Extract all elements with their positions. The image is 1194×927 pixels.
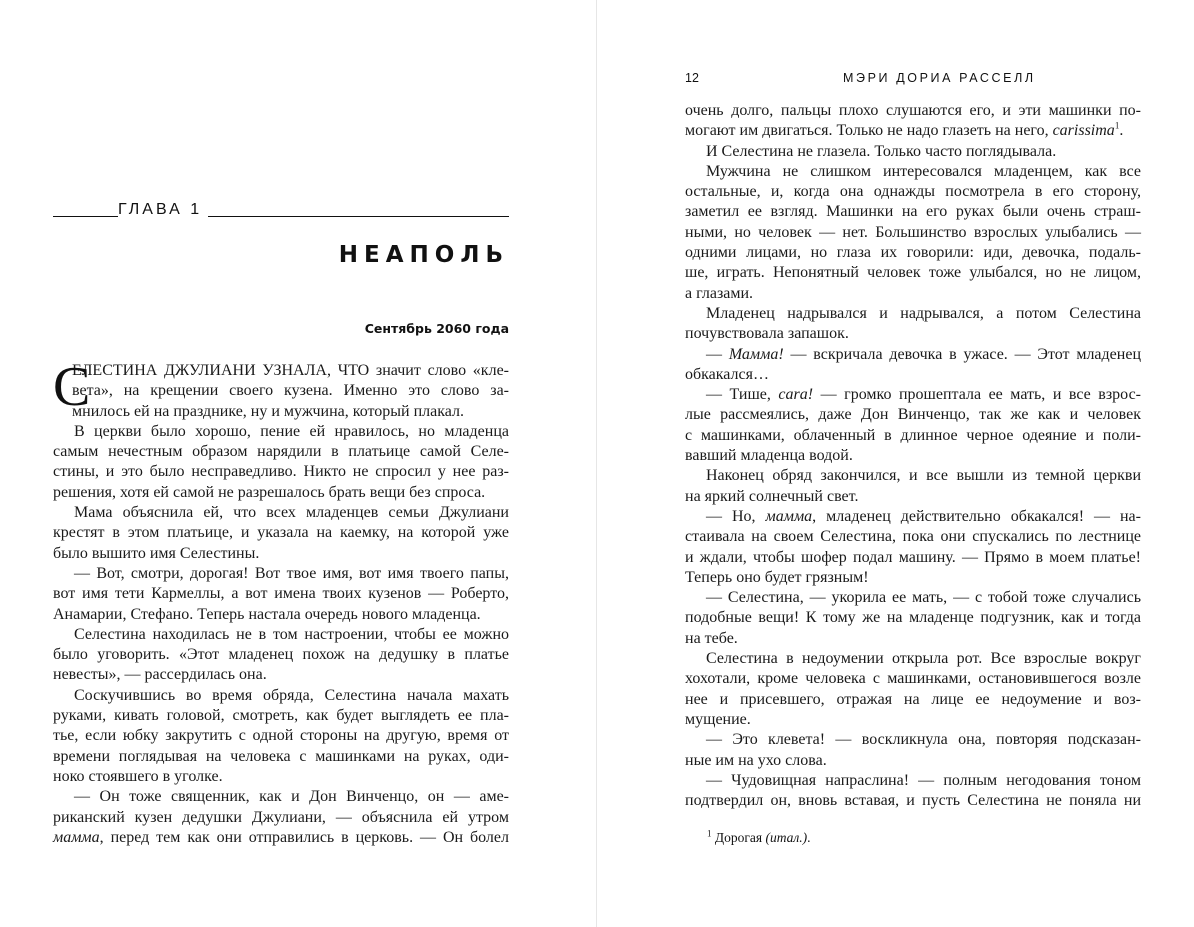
footnote: [707, 829, 811, 847]
text-line: могают им двигаться. Только не надо глазеть на него, carissima$^1$.: [685, 120, 1124, 140]
text-line: Теперь оно будет грязным!: [685, 568, 869, 586]
text-line: — Вот, смотри, дорогая! Вот твое имя, вот имя твоего папы,: [74, 564, 509, 582]
text-line: В церкви было хорошо, пение ей нравилось, но младенца: [74, 422, 509, 440]
text-line: [685, 507, 1141, 527]
text-line: самым нечестным образом нарядили в платьице самой Селе-: [53, 443, 509, 461]
footnote-mark: 1: [1114, 120, 1120, 131]
text-line: Соскучившись во время обряда, Селестина начала махать: [74, 686, 509, 704]
text-fragment: — вскричала девочка в ужасе. — Этот младенец: [783, 345, 1142, 363]
text-line: вавший младенца водой.: [685, 447, 853, 465]
text-line: тье, если юбку закрутить с одной стороны на другую, время от: [53, 727, 509, 745]
text-line: стины, и это было несправедливо. Никто не спросил у нее раз-: [53, 463, 509, 481]
text-line: вета», на крещении своего кузена. Именно это слово за-: [72, 382, 509, 400]
text-line: мнилось ей на празднике, ну и мужчина, который плакал.: [72, 402, 465, 420]
text-line: [685, 345, 1141, 365]
text-line: нее и присевшего, отражая на лице ее недоумение и воз-: [685, 690, 1141, 708]
italic-word: cara!: [778, 386, 814, 404]
chapter-title: НЕАПОЛЬ: [338, 242, 509, 268]
page-number: 12: [685, 71, 699, 85]
chapter-label: ГЛАВА 1: [118, 201, 208, 219]
text-line: — Чудовищная напраслина! — полным негодования тоном: [706, 771, 1141, 789]
text-line: вот имя тети Кармеллы, а вот имена твоих кузенов — Роберто,: [53, 585, 509, 603]
text-line: Мужчина не слишком интересовался младенцем, как все: [706, 162, 1141, 180]
text-line: лые рассмеялись, даже Дон Винченцо, так же как и человек: [685, 406, 1141, 424]
footnote-end: .: [807, 830, 811, 845]
drop-cap: С: [53, 356, 91, 418]
text-line: риканский кузен дедушки Джулиани, — объяснила ей утром: [53, 808, 509, 826]
text-line: Младенец надрывался и надрывался, а потом Селестина: [706, 304, 1141, 322]
text-line: ные им на ухо слова.: [685, 751, 827, 769]
text-line: времени поглядывая на человека с машинками на руках, оди-: [53, 747, 509, 765]
text-line: заметил ее взгляд. Машинки на его руках были очень страш-: [685, 203, 1141, 221]
text-line: Селестина в недоумении открыла рот. Все взрослые вокруг: [706, 650, 1141, 668]
text-fragment: —: [706, 345, 729, 363]
italic-word: мамма: [53, 828, 100, 846]
text-line: обкакался…: [685, 365, 769, 383]
footnote-text: Дорогая: [711, 830, 766, 845]
running-head: МЭРИ ДОРИА РАССЕЛЛ: [843, 71, 1036, 85]
text-line: было уговорить. «Этот младенец похож на дедушку в платье: [53, 646, 509, 664]
text-line: на яркий солнечный свет.: [685, 487, 859, 505]
text-line: ными, но человек — нет. Большинство взрослых улыбались —: [685, 223, 1141, 241]
text-line: И Селестина не глазела. Только часто поглядывала.: [706, 142, 1057, 160]
text-line: [685, 385, 1141, 405]
text-line: Селестина находилась не в том настроении, чтобы ее можно: [74, 625, 509, 643]
text-line: хохотали, кроме человека с машинками, остановившегося возле: [685, 670, 1141, 688]
right-page: [597, 0, 1194, 927]
text-line: стаивала на своем Селестина, пока они спускались по лестнице: [685, 528, 1141, 546]
text-line: подтвердил он, вновь вставая, и пусть Селестина не поняла ни: [685, 792, 1141, 810]
text-line: ЕЛЕСТИНА ДЖУЛИАНИ УЗНАЛА, ЧТО значит слово «кле-: [72, 362, 509, 379]
left-page: [0, 0, 596, 927]
text-line: и ждали, чтобы шофер подал машину. — Прямо в моем платье!: [685, 548, 1141, 566]
text-line: Мама объяснила ей, что всех младенцев семьи Джулиани: [74, 504, 509, 522]
text-line: Наконец обряд закончился, и все вышли из темной церкви: [706, 467, 1141, 485]
text-line: почувствовала запашок.: [685, 325, 849, 343]
text-line: ноко стоявшего в уголке.: [53, 767, 223, 785]
left-body-text: [53, 356, 509, 848]
text-line: ше, играть. Непонятный человек тоже улыбался, но не лицом,: [685, 264, 1141, 282]
text-line: решения, хотя ей самой не разрешалось брать вещи без спроса.: [53, 483, 486, 501]
text-line: остальные, и, когда она однажды посмотрела в его сторону,: [685, 183, 1141, 201]
text-line: руками, кивать головой, смотреть, как будет выглядеть ее пла-: [53, 707, 509, 725]
text-fragment: , перед тем как они отправились в церковь. — Он болел: [99, 828, 509, 846]
text-line: подобные вещи! К тому же на младенце подгузник, как и тогда: [685, 609, 1141, 627]
text-line: на тебе.: [685, 629, 738, 647]
text-line: — Это клевета! — воскликнула она, повторяя подсказан-: [706, 731, 1141, 749]
italic-word: carissima: [1052, 122, 1115, 140]
footnote-italic: (итал.): [765, 830, 808, 845]
text-fragment: — Но,: [706, 507, 766, 525]
italic-word: Мамма!: [728, 345, 784, 363]
chapter-date: Сентябрь 2060 года: [364, 321, 509, 336]
text-line: — Селестина, — укорила ее мать, — с тобой тоже случались: [706, 589, 1141, 607]
text-line: Анамарии, Стефано. Теперь настала очередь нового младенца.: [53, 605, 481, 623]
text-line: [53, 828, 509, 848]
text-fragment: могают им двигаться. Только не надо глазеть на него,: [685, 122, 1053, 140]
right-body-text: [685, 101, 1141, 811]
text-fragment: — громко прошептала ее мать, и все взрос-: [813, 386, 1142, 404]
text-line: крестят в этом платьице, и указала на каемку, на которой уже: [53, 524, 509, 542]
text-line: с машинками, облаченный в длинное черное одеяние и поли-: [685, 426, 1141, 444]
text-line: невесты», — рассердилась она.: [53, 666, 267, 684]
text-line: мущение.: [685, 710, 751, 728]
footnote-mark: 1: [707, 828, 712, 839]
text-line: а глазами.: [685, 284, 754, 302]
italic-word: мамма: [765, 507, 813, 525]
text-line: очень долго, пальцы плохо слушаются его, и эти машинки по-: [685, 102, 1141, 119]
text-fragment: — Тише,: [706, 386, 779, 404]
text-line: одними лицами, но глаза их говорили: иди, девочка, подаль-: [685, 244, 1141, 262]
text-line: было вышито имя Селестины.: [53, 544, 260, 562]
text-line: — Он тоже священник, как и Дон Винченцо, он — аме-: [74, 788, 509, 806]
text-fragment: , младенец действительно обкакался! — на-: [812, 507, 1141, 525]
